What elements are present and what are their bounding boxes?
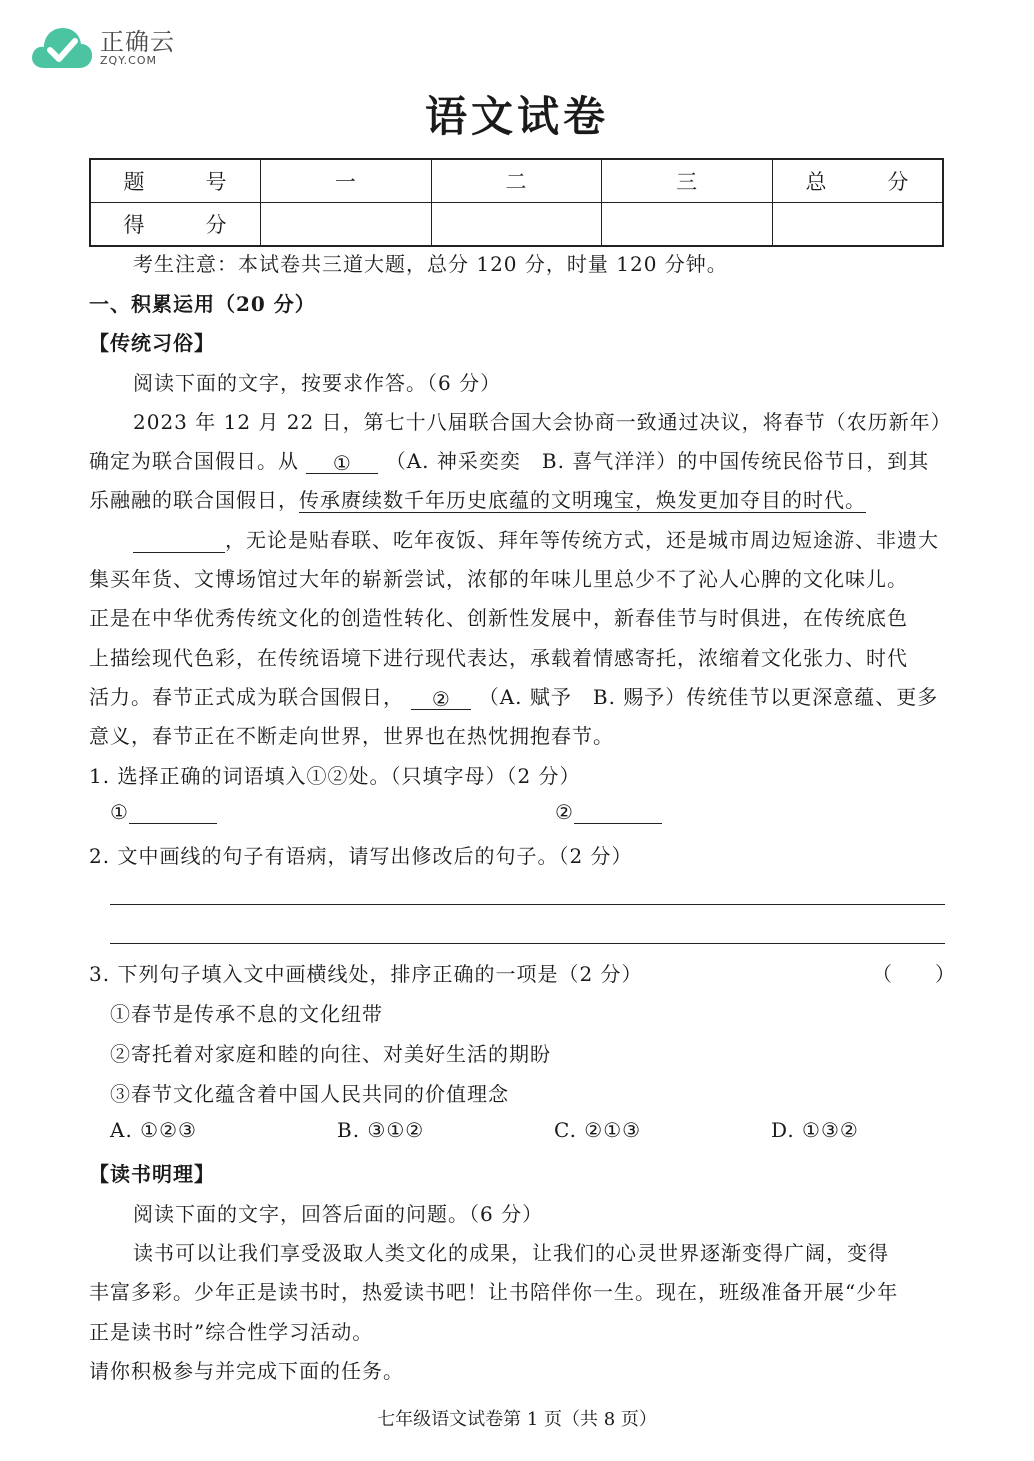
option-sentence: ①春节是传承不息的文化纽带: [110, 1002, 383, 1026]
passage-text: ，无论是贴春联、吃年夜饭、拜年等传统方式，还是城市周边短途游、非遗大: [225, 528, 939, 552]
table-cell: 总 分: [772, 159, 943, 203]
score-input-cell[interactable]: [772, 203, 943, 247]
score-input-cell[interactable]: [602, 203, 773, 247]
passage-text: （A. 神采奕奕 B. 喜气洋洋）的中国传统民俗节日，到其: [385, 449, 930, 473]
answer-label: ②: [555, 800, 574, 824]
passage-line: 丰富多彩。少年正是读书时，热爱读书吧！让书陪伴你一生。现在，班级准备开展“少年: [89, 1280, 899, 1304]
score-table: [89, 158, 944, 247]
answer-parenthesis[interactable]: （ ）: [872, 962, 956, 986]
passage-line: [133, 524, 939, 553]
passage-line: [89, 681, 938, 710]
answer-input-1[interactable]: [129, 801, 217, 824]
answer-blank-2[interactable]: ②: [411, 687, 471, 710]
choice-a[interactable]: A. ①②③: [110, 1118, 197, 1142]
table-cell: 三: [602, 159, 773, 203]
answer-input-2[interactable]: [574, 801, 662, 824]
score-input-cell[interactable]: [261, 203, 432, 247]
brand-logo: [30, 22, 175, 74]
choice-b[interactable]: B. ③①②: [337, 1118, 425, 1142]
exam-notice: 考生注意：本试卷共三道大题，总分 120 分，时量 120 分钟。: [133, 252, 728, 276]
instruction-text: 阅读下面的文字，按要求作答。（6 分）: [133, 371, 502, 395]
question-2: 2. 文中画线的句子有语病，请写出修改后的句子。（2 分）: [89, 844, 633, 868]
answer-blank-1[interactable]: ①: [306, 451, 378, 474]
passage-line: [89, 445, 929, 474]
table-cell: 题 号: [90, 159, 261, 203]
answer-blank-order[interactable]: [133, 530, 225, 553]
question-1: 1. 选择正确的词语填入①②处。（只填字母）（2 分）: [89, 764, 581, 788]
subsection-heading: 【读书明理】: [89, 1162, 215, 1186]
option-sentence: ③春节文化蕴含着中国人民共同的价值理念: [110, 1082, 509, 1106]
exam-title: 语文试卷: [424, 92, 609, 141]
passage-text: 活力。春节正式成为联合国假日，: [89, 685, 404, 709]
option-sentence: ②寄托着对家庭和睦的向往、对美好生活的期盼: [110, 1042, 551, 1066]
passage-line: 2023 年 12 月 22 日，第七十八届联合国大会协商一致通过决议，将春节（农历新年）: [133, 410, 952, 434]
passage-line: [89, 484, 866, 513]
passage-line: 读书可以让我们享受汲取人类文化的成果，让我们的心灵世界逐渐变得广阔，变得: [133, 1241, 889, 1265]
table-cell: 得 分: [90, 203, 261, 247]
underlined-sentence: 传承赓续数千年历史底蕴的文明瑰宝，焕发更加夺目的时代。: [299, 488, 866, 512]
passage-line: 上描绘现代色彩，在传统语境下进行现代表达，承载着情感寄托，浓缩着文化张力、时代: [89, 646, 908, 670]
subsection-heading: 【传统习俗】: [89, 331, 215, 355]
passage-line: 正是在中华优秀传统文化的创造性转化、创新性发展中，新春佳节与时俱进，在传统底色: [89, 606, 908, 630]
logo-site: ZQY.COM: [100, 54, 158, 67]
score-input-cell[interactable]: [431, 203, 602, 247]
score-table-score-row: [90, 203, 943, 247]
answer-line[interactable]: [110, 904, 945, 905]
cloud-check-icon: [30, 22, 94, 74]
passage-text: 乐融融的联合国假日，: [89, 488, 299, 512]
choice-c[interactable]: C. ②①③: [554, 1118, 642, 1142]
choice-d[interactable]: D. ①③②: [771, 1118, 859, 1142]
passage-line: 集买年货、文博场馆过大年的崭新尝试，浓郁的年味儿里总少不了沁人心脾的文化味儿。: [89, 567, 908, 591]
answer-slot-2: [555, 800, 662, 824]
page-footer: 七年级语文试卷第 1 页（共 8 页）: [377, 1409, 657, 1430]
question-3: 3. 下列句子填入文中画横线处，排序正确的一项是（2 分）: [89, 962, 643, 986]
passage-text: 确定为联合国假日。从: [89, 449, 299, 473]
answer-line[interactable]: [110, 943, 945, 944]
passage-line: 意义，春节正在不断走向世界，世界也在热忱拥抱春节。: [89, 724, 614, 748]
table-cell: 二: [431, 159, 602, 203]
answer-label: ①: [110, 800, 129, 824]
answer-slot-1: [110, 800, 217, 824]
logo-name: 正确云: [100, 28, 175, 56]
passage-text: （A. 赋予 B. 赐予）传统佳节以更深意蕴、更多: [478, 685, 939, 709]
score-table-header-row: [90, 159, 943, 203]
section-heading: 一、积累运用（20 分）: [89, 292, 316, 316]
passage-line: 正是读书时”综合性学习活动。: [89, 1320, 374, 1344]
passage-line: 请你积极参与并完成下面的任务。: [89, 1359, 404, 1383]
instruction-text: 阅读下面的文字，回答后面的问题。（6 分）: [133, 1202, 544, 1226]
table-cell: 一: [261, 159, 432, 203]
